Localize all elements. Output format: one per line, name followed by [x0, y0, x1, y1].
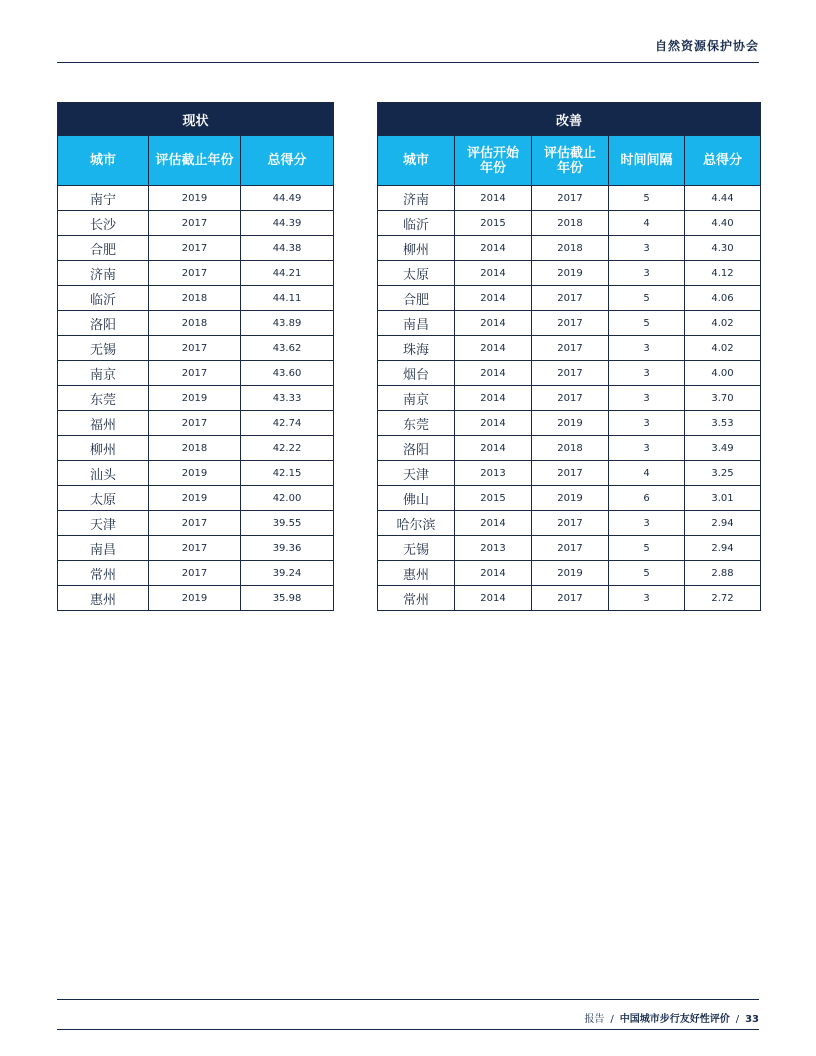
value-cell: 2014	[455, 511, 532, 536]
city-cell: 惠州	[378, 561, 455, 586]
value-cell: 2019	[149, 586, 241, 611]
value-cell: 2013	[455, 461, 532, 486]
table-row	[58, 511, 334, 536]
table-row	[58, 411, 334, 436]
value-cell: 4.44	[685, 186, 761, 211]
table-row	[378, 586, 761, 611]
value-cell: 3	[609, 436, 685, 461]
city-cell: 南宁	[58, 186, 149, 211]
table-row	[58, 311, 334, 336]
city-cell: 福州	[58, 411, 149, 436]
value-cell: 2017	[149, 536, 241, 561]
city-cell: 惠州	[58, 586, 149, 611]
value-cell: 42.15	[241, 461, 334, 486]
value-cell: 2017	[532, 361, 609, 386]
value-cell: 3	[609, 336, 685, 361]
city-cell: 洛阳	[58, 311, 149, 336]
value-cell: 2019	[532, 411, 609, 436]
city-cell: 合肥	[378, 286, 455, 311]
table-row	[58, 211, 334, 236]
value-cell: 5	[609, 286, 685, 311]
value-cell: 2018	[532, 211, 609, 236]
table-row	[378, 561, 761, 586]
value-cell: 2.88	[685, 561, 761, 586]
city-cell: 济南	[378, 186, 455, 211]
value-cell: 43.33	[241, 386, 334, 411]
value-cell: 2018	[532, 436, 609, 461]
footer-separator-2: /	[735, 1014, 740, 1025]
group-header-improvement: 改善	[378, 103, 761, 136]
value-cell: 2017	[149, 361, 241, 386]
value-cell: 4.30	[685, 236, 761, 261]
value-cell: 4.06	[685, 286, 761, 311]
value-cell: 3	[609, 261, 685, 286]
value-cell: 2017	[149, 561, 241, 586]
table-row	[378, 386, 761, 411]
city-cell: 临沂	[378, 211, 455, 236]
table-row	[58, 586, 334, 611]
table-row	[58, 486, 334, 511]
city-cell: 烟台	[378, 361, 455, 386]
city-cell: 柳州	[378, 236, 455, 261]
value-cell: 3.49	[685, 436, 761, 461]
city-cell: 无锡	[58, 336, 149, 361]
column-header: 总得分	[685, 136, 761, 186]
table-row	[378, 186, 761, 211]
table-row	[378, 336, 761, 361]
city-cell: 济南	[58, 261, 149, 286]
column-header: 评估截止年份	[149, 136, 241, 186]
page-number: 33	[745, 1014, 759, 1025]
table-row	[58, 261, 334, 286]
value-cell: 2017	[149, 336, 241, 361]
table-row	[378, 536, 761, 561]
value-cell: 42.74	[241, 411, 334, 436]
city-cell: 常州	[58, 561, 149, 586]
value-cell: 2014	[455, 236, 532, 261]
value-cell: 42.00	[241, 486, 334, 511]
value-cell: 3	[609, 411, 685, 436]
value-cell: 39.24	[241, 561, 334, 586]
value-cell: 43.60	[241, 361, 334, 386]
value-cell: 2019	[532, 261, 609, 286]
table-row	[58, 536, 334, 561]
city-cell: 常州	[378, 586, 455, 611]
value-cell: 2014	[455, 286, 532, 311]
column-header: 城市	[58, 136, 149, 186]
value-cell: 2017	[149, 236, 241, 261]
column-header: 城市	[378, 136, 455, 186]
table-row	[378, 311, 761, 336]
value-cell: 2013	[455, 536, 532, 561]
organization-name: 自然资源保护协会	[654, 39, 759, 53]
value-cell: 3	[609, 361, 685, 386]
footer-rule-bottom	[57, 1029, 759, 1030]
value-cell: 3	[609, 386, 685, 411]
value-cell: 2.94	[685, 511, 761, 536]
value-cell: 2015	[455, 486, 532, 511]
value-cell: 39.55	[241, 511, 334, 536]
value-cell: 2014	[455, 586, 532, 611]
value-cell: 44.38	[241, 236, 334, 261]
city-cell: 天津	[378, 461, 455, 486]
table-row	[378, 361, 761, 386]
footer-rule-top	[57, 999, 759, 1000]
city-cell: 南京	[378, 386, 455, 411]
value-cell: 2017	[532, 536, 609, 561]
value-cell: 44.49	[241, 186, 334, 211]
value-cell: 2017	[149, 261, 241, 286]
city-cell: 哈尔滨	[378, 511, 455, 536]
city-cell: 洛阳	[378, 436, 455, 461]
value-cell: 2014	[455, 261, 532, 286]
table-row	[378, 411, 761, 436]
table-row	[58, 461, 334, 486]
value-cell: 2017	[532, 336, 609, 361]
value-cell: 3.53	[685, 411, 761, 436]
value-cell: 2014	[455, 361, 532, 386]
table-row	[58, 236, 334, 261]
value-cell: 4.12	[685, 261, 761, 286]
value-cell: 4.02	[685, 311, 761, 336]
value-cell: 42.22	[241, 436, 334, 461]
value-cell: 2014	[455, 311, 532, 336]
table-row	[58, 186, 334, 211]
header-rule	[57, 62, 759, 63]
value-cell: 2014	[455, 386, 532, 411]
value-cell: 2018	[149, 436, 241, 461]
value-cell: 2017	[532, 311, 609, 336]
value-cell: 2014	[455, 186, 532, 211]
value-cell: 2018	[532, 236, 609, 261]
footer-separator: /	[610, 1014, 614, 1025]
table-row	[58, 561, 334, 586]
value-cell: 4	[609, 461, 685, 486]
value-cell: 2017	[532, 186, 609, 211]
value-cell: 3.01	[685, 486, 761, 511]
value-cell: 2017	[149, 411, 241, 436]
value-cell: 2014	[455, 411, 532, 436]
value-cell: 2019	[532, 486, 609, 511]
table-row	[58, 436, 334, 461]
table-row	[378, 461, 761, 486]
value-cell: 2017	[532, 461, 609, 486]
value-cell: 4	[609, 211, 685, 236]
value-cell: 3	[609, 236, 685, 261]
value-cell: 2018	[149, 311, 241, 336]
value-cell: 35.98	[241, 586, 334, 611]
value-cell: 2019	[149, 461, 241, 486]
value-cell: 2017	[532, 586, 609, 611]
value-cell: 44.11	[241, 286, 334, 311]
city-cell: 珠海	[378, 336, 455, 361]
city-cell: 天津	[58, 511, 149, 536]
value-cell: 43.62	[241, 336, 334, 361]
value-cell: 44.39	[241, 211, 334, 236]
improvement-table	[377, 102, 761, 611]
value-cell: 2.94	[685, 536, 761, 561]
current-status-table	[57, 102, 334, 611]
city-cell: 汕头	[58, 461, 149, 486]
value-cell: 4.40	[685, 211, 761, 236]
footer-report-title: 中国城市步行友好性评价	[619, 1014, 730, 1025]
value-cell: 5	[609, 561, 685, 586]
city-cell: 佛山	[378, 486, 455, 511]
value-cell: 5	[609, 186, 685, 211]
value-cell: 2014	[455, 436, 532, 461]
city-cell: 南昌	[378, 311, 455, 336]
value-cell: 2019	[149, 486, 241, 511]
value-cell: 3	[609, 511, 685, 536]
value-cell: 44.21	[241, 261, 334, 286]
value-cell: 2019	[532, 561, 609, 586]
value-cell: 2015	[455, 211, 532, 236]
value-cell: 2018	[149, 286, 241, 311]
value-cell: 6	[609, 486, 685, 511]
table-row	[378, 211, 761, 236]
city-cell: 南昌	[58, 536, 149, 561]
value-cell: 2017	[149, 511, 241, 536]
table-row	[378, 236, 761, 261]
table-row	[378, 486, 761, 511]
table-row	[58, 361, 334, 386]
footer-section: 报告	[584, 1014, 605, 1025]
city-cell: 临沂	[58, 286, 149, 311]
value-cell: 3.25	[685, 461, 761, 486]
value-cell: 43.89	[241, 311, 334, 336]
city-cell: 南京	[58, 361, 149, 386]
value-cell: 2.72	[685, 586, 761, 611]
value-cell: 3	[609, 586, 685, 611]
column-header: 评估截止年份	[532, 136, 609, 186]
value-cell: 2014	[455, 336, 532, 361]
city-cell: 合肥	[58, 236, 149, 261]
value-cell: 2017	[532, 286, 609, 311]
value-cell: 2017	[532, 511, 609, 536]
table-row	[378, 286, 761, 311]
value-cell: 2019	[149, 186, 241, 211]
city-cell: 柳州	[58, 436, 149, 461]
value-cell: 2014	[455, 561, 532, 586]
value-cell: 2017	[532, 386, 609, 411]
column-header: 总得分	[241, 136, 334, 186]
city-cell: 东莞	[58, 386, 149, 411]
table-row	[378, 261, 761, 286]
city-cell: 太原	[58, 486, 149, 511]
table-row	[378, 436, 761, 461]
city-cell: 长沙	[58, 211, 149, 236]
value-cell: 39.36	[241, 536, 334, 561]
value-cell: 3.70	[685, 386, 761, 411]
table-row	[58, 336, 334, 361]
table-row	[58, 286, 334, 311]
table-row	[378, 511, 761, 536]
column-header: 评估开始年份	[455, 136, 532, 186]
city-cell: 太原	[378, 261, 455, 286]
value-cell: 2017	[149, 211, 241, 236]
column-header: 时间间隔	[609, 136, 685, 186]
value-cell: 2019	[149, 386, 241, 411]
group-header-current: 现状	[58, 103, 334, 136]
page-footer	[584, 1010, 759, 1025]
value-cell: 5	[609, 536, 685, 561]
value-cell: 4.02	[685, 336, 761, 361]
table-row	[58, 386, 334, 411]
city-cell: 无锡	[378, 536, 455, 561]
value-cell: 5	[609, 311, 685, 336]
city-cell: 东莞	[378, 411, 455, 436]
value-cell: 4.00	[685, 361, 761, 386]
